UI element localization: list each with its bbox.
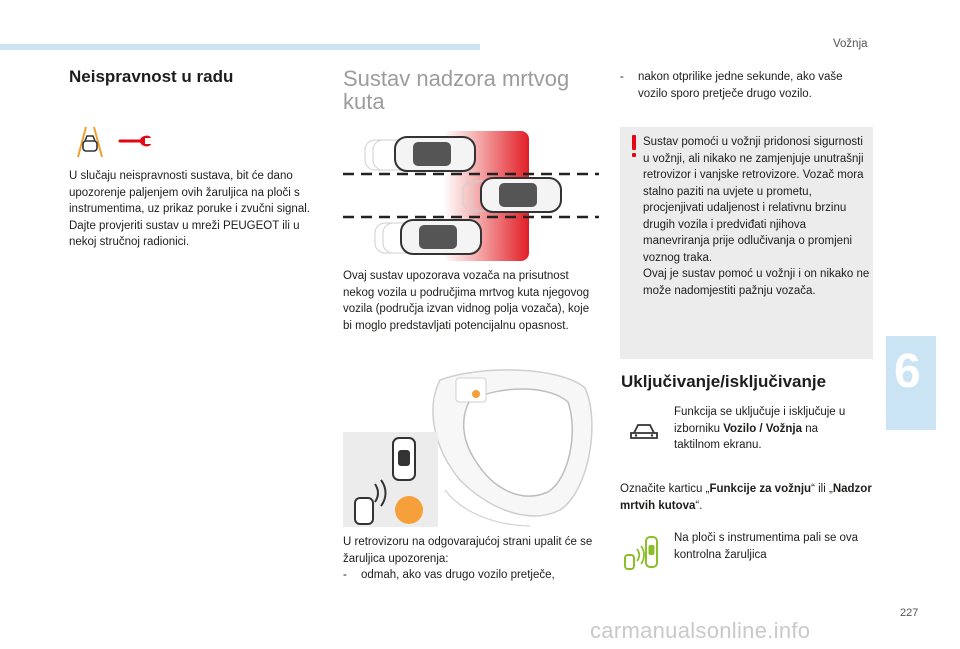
chapter-tab bbox=[886, 336, 936, 430]
blind-spot-diagram bbox=[343, 128, 603, 263]
bullet-dash-1: - bbox=[343, 569, 347, 581]
blind-spot-paragraph: Ovaj sustav upozorava vozača na prisutnost nekog vozila u područjima mrtvog kuta njegovog vozila (područja izvan vidnog polja vozača), koje bi moglo predstavljati potencijalnu opasnost. bbox=[343, 270, 590, 332]
car-top-1 bbox=[395, 137, 475, 171]
fault-paragraph: U slučaju neispravnosti sustava, bit će dano upozorenje paljenjem ovih žaruljica na ploči s instrumentima, uz prikaz poruke i zvučni signal. Dajte provjeriti sustav u mreži PEUGEOT ili u nekoj stručnoj radionici. bbox=[69, 170, 310, 248]
bullet-item-2: nakon otprilike jedne sekunde, ako vaše vozilo sporo pretječe drugo vozilo. bbox=[638, 71, 843, 100]
mirror-paragraph: U retrovizoru na odgovarajućoj strani upalit će se žaruljica upozorenja: bbox=[343, 536, 593, 565]
car-menu-icon bbox=[628, 419, 660, 441]
bullet-item-1: odmah, ako vas drugo vozilo pretječe, bbox=[361, 569, 555, 581]
wrench-icon bbox=[118, 132, 154, 148]
watermark: carmanualsonline.info bbox=[590, 618, 811, 643]
warning-lamp-panel bbox=[343, 432, 438, 527]
chapter-number: 6 bbox=[894, 345, 921, 398]
fault-heading: Neispravnost u radu bbox=[69, 67, 234, 86]
header-bar bbox=[0, 44, 480, 50]
on-off-heading: Uključivanje/isključivanje bbox=[621, 372, 827, 391]
indicator-instruction: Na ploči s instrumentima pali se ova kontrolna žaruljica bbox=[674, 532, 859, 561]
car-top-2 bbox=[481, 178, 561, 212]
exclamation-icon bbox=[629, 135, 639, 159]
bullet-dash-2: - bbox=[620, 71, 624, 83]
blind-spot-heading: Sustav nadzora mrtvog kuta bbox=[343, 66, 570, 114]
mirror-warning-light bbox=[472, 390, 480, 398]
page-number: 227 bbox=[900, 607, 919, 619]
blind-spot-indicator-icon bbox=[622, 535, 662, 571]
section-title: Vožnja bbox=[833, 38, 868, 50]
warning-lamp-icon bbox=[395, 496, 423, 524]
tab-instruction: Označite karticu „Funkcije za vožnju“ ili „Nadzor mrtvih kutova“. bbox=[620, 483, 872, 512]
menu-instruction: Funkcija se uključuje i isključuje u izborniku Vozilo / Vožnja na taktilnom ekranu. bbox=[674, 406, 846, 451]
car-top-3 bbox=[401, 220, 481, 254]
warning-text: Sustav pomoći u vožnji pridonosi sigurnosti u vožnji, ali nikako ne zamjenjuje unutrašnji retrovizor i vanjske retrovizore. Vozač mora stalno paziti na uvjete u prometu, procjenjivati udaljenost i relativnu brzinu drugih vozila i predviđati njihova manevriranja prije odlučivanja o promjeni voznog traka. Ovaj je sustav pomoć u vožnji i on nikako ne može nadomjestiti pažnju vozača. bbox=[643, 136, 870, 297]
mirror-illustration bbox=[420, 360, 605, 528]
warning-box bbox=[620, 127, 873, 359]
